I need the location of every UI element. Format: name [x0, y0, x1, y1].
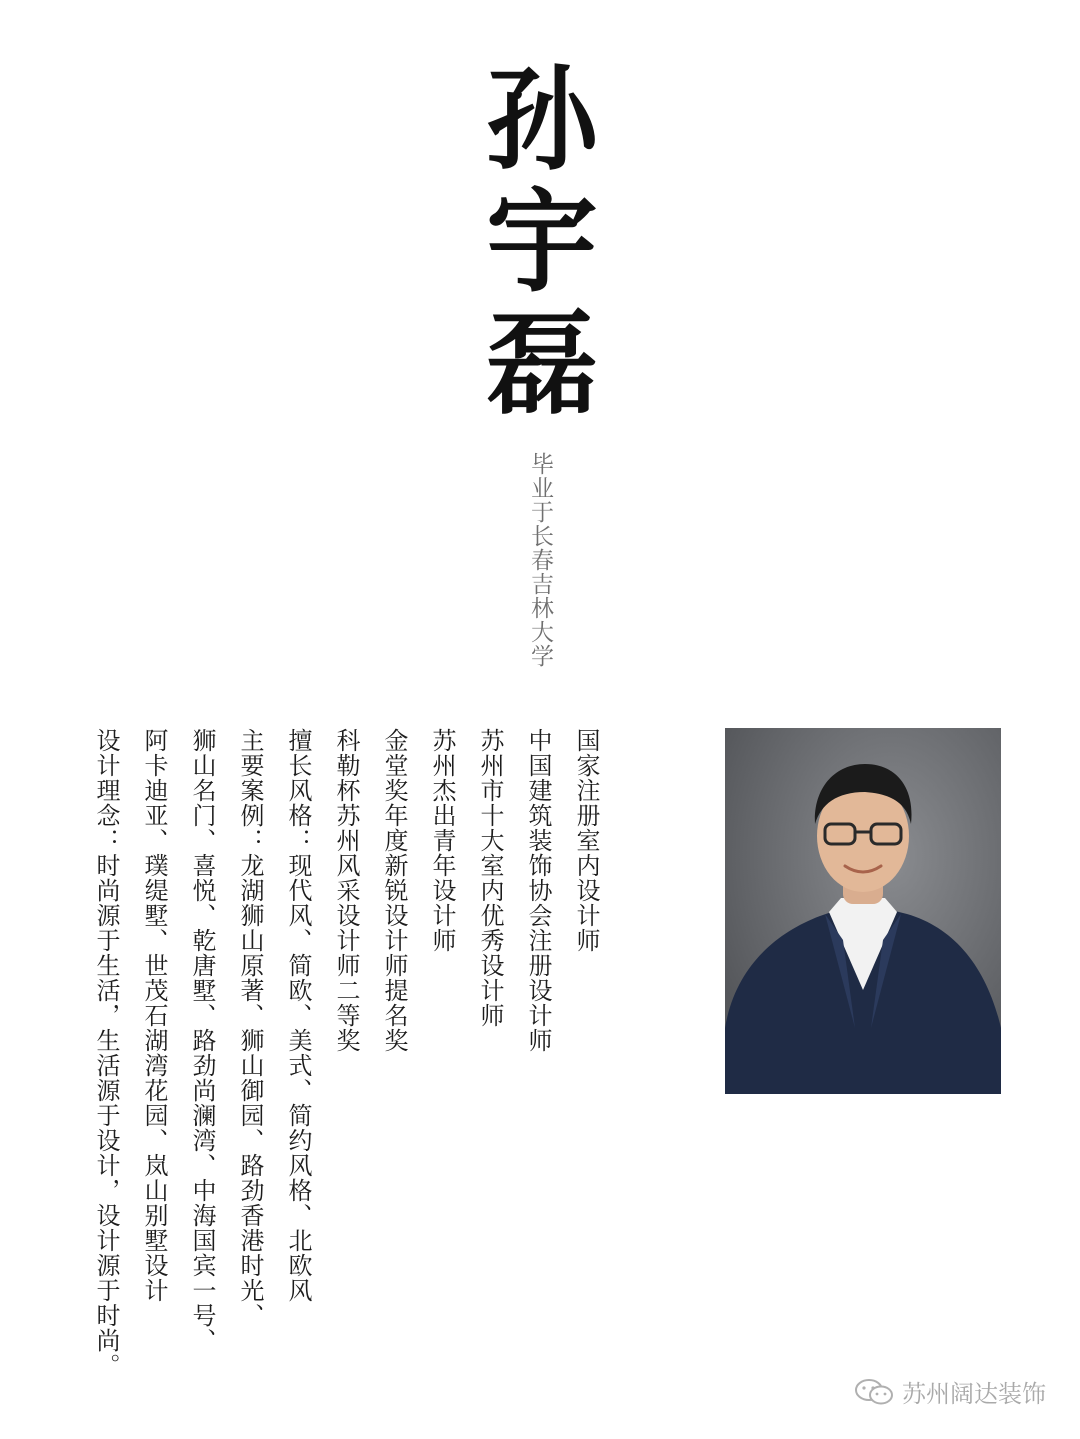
- bio-line: 中国建筑装饰协会注册设计师: [524, 728, 552, 1053]
- bio-line: 苏州市十大室内优秀设计师: [476, 728, 504, 1028]
- name-char-2: 宇: [486, 177, 598, 308]
- bio-line: 科勒杯苏州风采设计师二等奖: [332, 728, 360, 1053]
- bio-line: 主要案例：龙湖狮山原著、狮山御园、路劲香港时光、: [236, 728, 264, 1328]
- bio-line: 设计理念：时尚源于生活，生活源于设计，设计源于时尚。: [92, 728, 120, 1378]
- watermark-text: 苏州阔达装饰: [902, 1380, 1046, 1408]
- bio-line: 国家注册室内设计师: [572, 728, 600, 953]
- name-char-1: 孙: [486, 55, 598, 186]
- education-subtitle: 毕业于长春吉林大学: [527, 452, 553, 668]
- bio-columns: [90, 728, 610, 1378]
- watermark: [854, 1374, 1046, 1409]
- portrait-photo: [725, 728, 1001, 1094]
- wechat-icon: [854, 1377, 894, 1407]
- bio-line: 金堂奖年度新锐设计师提名奖: [380, 728, 408, 1053]
- bio-line: 苏州杰出青年设计师: [428, 728, 456, 953]
- bio-line: 狮山名门、喜悦、乾唐墅、路劲尚澜湾、中海国宾一号、: [188, 728, 216, 1353]
- bio-line: 阿卡迪亚、璞缇墅、世茂石湖湾花园、岚山别墅设计: [140, 728, 168, 1303]
- name-char-3: 磊: [486, 299, 598, 430]
- bio-line: 擅长风格：现代风、简欧、美式、简约风格、北欧风: [284, 728, 312, 1303]
- designer-name: [482, 55, 602, 430]
